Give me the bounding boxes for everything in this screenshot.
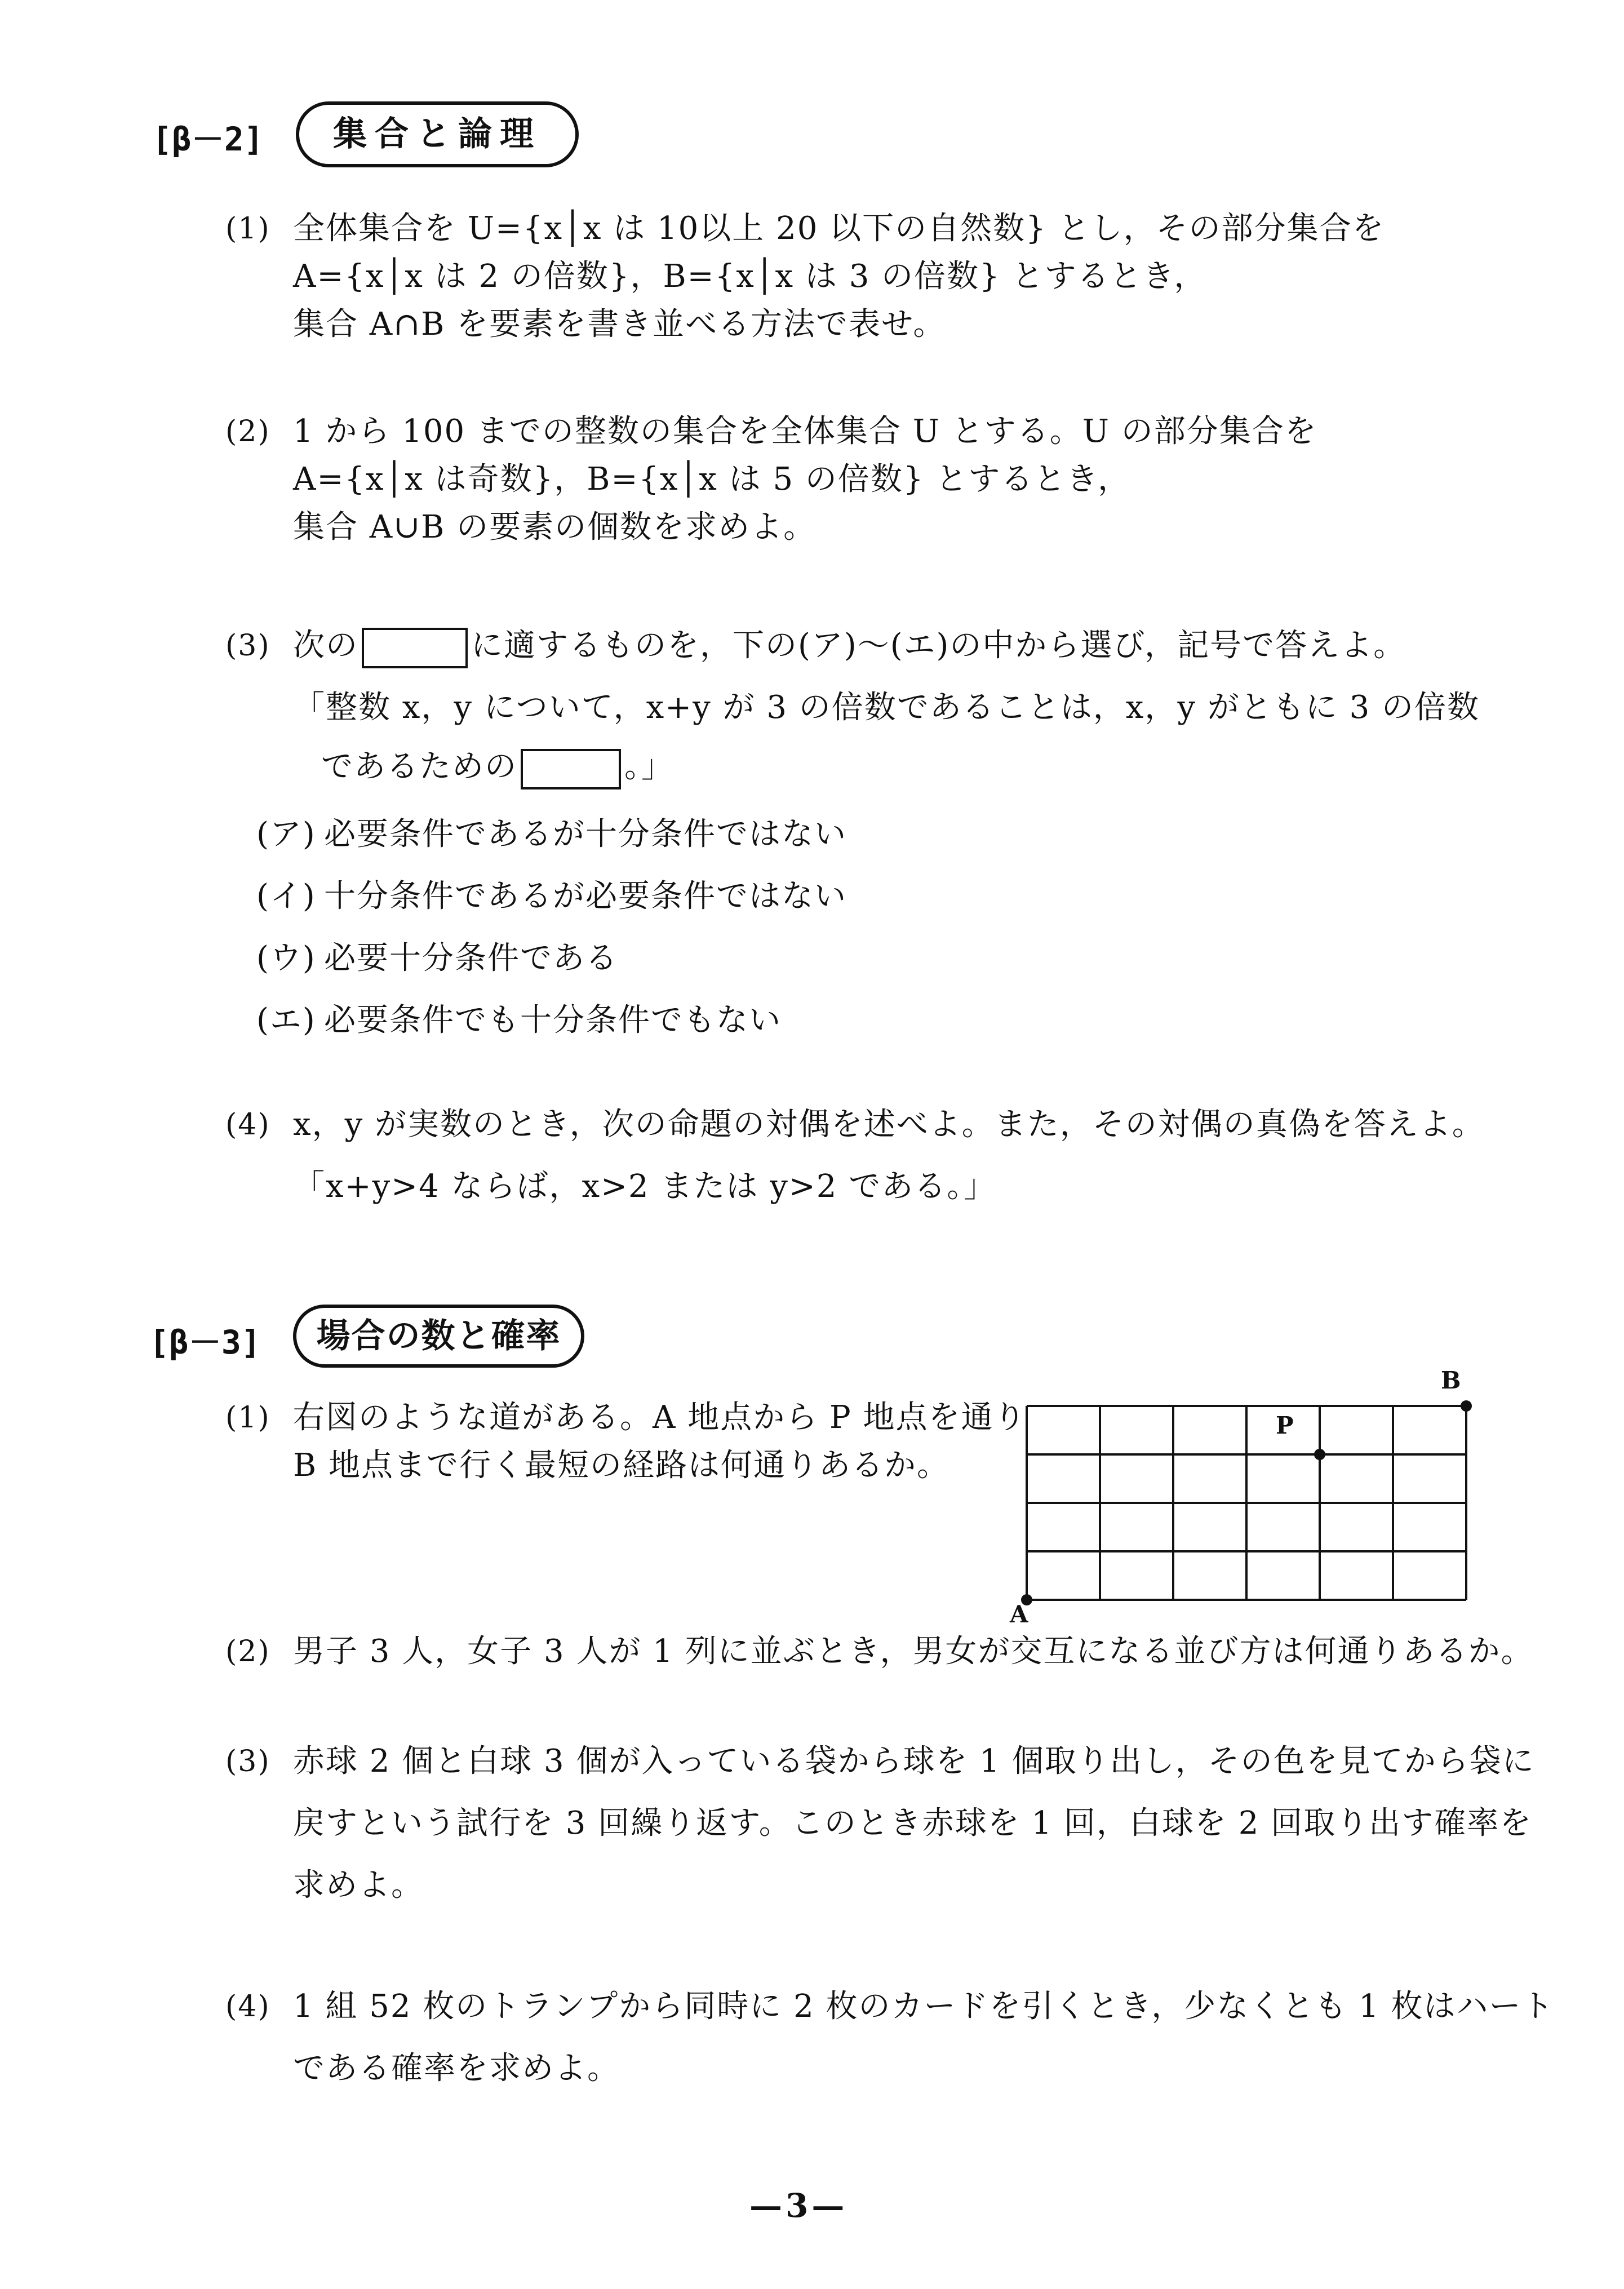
- question-text-line: 男子 3 人，女子 3 人が 1 列に並ぶとき，男女が交互になる並び方は何通りあるか。: [293, 1633, 1534, 1670]
- question-text-line: 戻すという試行を 3 回繰り返す。このとき赤球を 1 回，白球を 2 回取り出す確率を: [293, 1805, 1533, 1842]
- question-number: (3): [225, 1745, 270, 1778]
- question-text-line: [293, 626, 1406, 668]
- question-text-line: 「x+y>4 ならば，x>2 または y>2 である。」: [293, 1168, 997, 1205]
- question-number: (4): [225, 1108, 270, 1142]
- question-text-line: 全体集合を U={x│x は 10以上 20 以下の自然数} とし，その部分集合を: [293, 210, 1385, 247]
- question-number: (4): [225, 1990, 270, 2024]
- question-text-line: 集合 A∪B の要素の個数を求めよ。: [293, 509, 817, 545]
- point-p-label: P: [1276, 1412, 1294, 1439]
- option-text: 十分条件であるが必要条件ではない: [324, 878, 847, 915]
- section-label-beta3: [β－3]: [149, 1323, 261, 1361]
- option-text: 必要十分条件である: [324, 940, 618, 977]
- answer-blank-box: [521, 749, 621, 789]
- page-number: —3—: [749, 2186, 848, 2225]
- question-text-fragment: であるための: [321, 748, 517, 785]
- question-text-fragment: 。」: [624, 748, 674, 785]
- question-text-line: 1 組 52 枚のトランプから同時に 2 枚のカードを引くとき，少なくとも 1 枚はハート: [293, 1988, 1555, 2025]
- question-text-line: 右図のような道がある。A 地点から P 地点を通り: [293, 1399, 1027, 1436]
- option-text: 必要条件であるが十分条件ではない: [324, 816, 847, 853]
- question-text-line: 集合 A∩B を要素を書き並べる方法で表せ。: [293, 306, 946, 343]
- question-text-fragment: に適するものを，下の(ア)〜(エ)の中から選び，記号で答えよ。: [471, 627, 1406, 664]
- point-b-dot: [1461, 1400, 1472, 1412]
- question-text-line: x，y が実数のとき，次の命題の対偶を述べよ。また，その対偶の真偽を答えよ。: [293, 1106, 1485, 1143]
- question-number: (3): [225, 629, 270, 663]
- question-text-line: A={x│x は奇数}，B={x│x は 5 の倍数} とするとき，: [293, 461, 1131, 498]
- question-number: (2): [225, 1635, 270, 1669]
- question-text-line: 1 から 100 までの整数の集合を全体集合 U とする。U の部分集合を: [293, 413, 1317, 450]
- question-text-line: 「整数 x，y について，x+y が 3 の倍数であることは，x，y がともに 3 の倍数: [293, 689, 1480, 726]
- point-b-label: B: [1441, 1367, 1461, 1394]
- option-mark: (ウ): [256, 940, 316, 977]
- option-mark: (エ): [256, 1002, 316, 1039]
- road-grid-svg: [1021, 1400, 1472, 1614]
- question-number: (1): [225, 1401, 270, 1435]
- question-text-line: 求めよ。: [293, 1867, 424, 1904]
- question-text-line: A={x│x は 2 の倍数}，B={x│x は 3 の倍数} とするとき，: [293, 258, 1207, 295]
- section-title-badge-sets-logic: 集合と論理: [296, 101, 579, 167]
- answer-blank-box: [362, 628, 468, 668]
- point-p-dot: [1314, 1449, 1325, 1460]
- option-text: 必要条件でも十分条件でもない: [324, 1002, 782, 1039]
- road-grid-figure: [1010, 1367, 1472, 1628]
- question-text-fragment: 次の: [293, 627, 358, 664]
- option-mark: (イ): [256, 878, 316, 915]
- section-label-beta2: [β－2]: [152, 120, 264, 158]
- question-text-line: 赤球 2 個と白球 3 個が入っている袋から球を 1 個取り出し，その色を見てから袋に: [293, 1743, 1535, 1780]
- point-a-label: A: [1010, 1600, 1028, 1628]
- question-text-line: [321, 747, 674, 789]
- question-number: (1): [225, 212, 270, 246]
- option-mark: (ア): [256, 816, 316, 853]
- question-text-line: である確率を求めよ。: [293, 2050, 620, 2087]
- section-title-badge-counting-probability: 場合の数と確率: [293, 1305, 584, 1368]
- question-text-line: B 地点まで行く最短の経路は何通りあるか。: [293, 1447, 949, 1484]
- question-number: (2): [225, 415, 270, 449]
